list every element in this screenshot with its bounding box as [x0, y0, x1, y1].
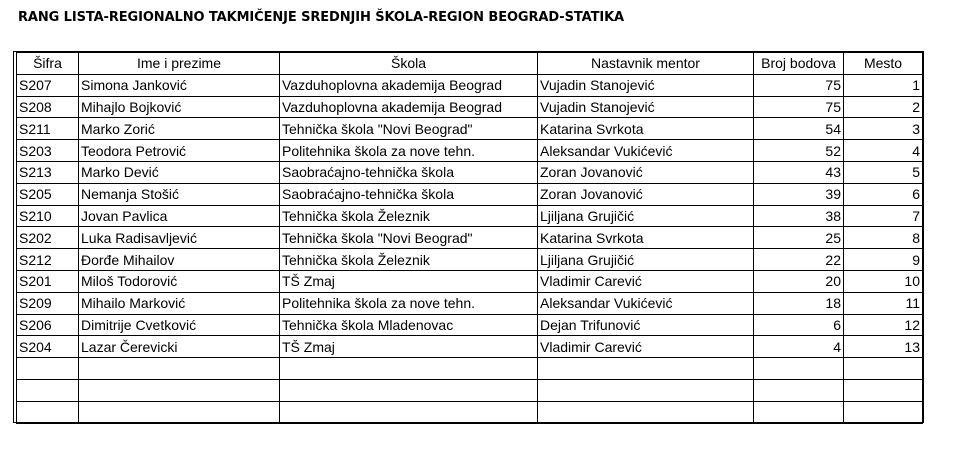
cell-nastavnik-mentor: Zoran Jovanović — [538, 183, 754, 205]
table-row — [17, 161, 923, 183]
cell-skola: Tehnička škola "Novi Beograd" — [280, 118, 538, 140]
cell-sifra: S212 — [17, 249, 79, 271]
cell-ime-prezime: Dimitrije Cvetković — [79, 314, 280, 336]
cell-mesto: 11 — [844, 292, 923, 314]
empty-cell — [79, 358, 280, 380]
cell-mesto: 9 — [844, 249, 923, 271]
header-row — [17, 53, 923, 75]
header-ime-prezime: Ime i prezime — [79, 53, 280, 75]
cell-broj-bodova: 38 — [754, 205, 844, 227]
cell-skola: Tehnička škola Železnik — [280, 249, 538, 271]
cell-sifra: S211 — [17, 118, 79, 140]
cell-skola: Tehnička škola "Novi Beograd" — [280, 227, 538, 249]
cell-nastavnik-mentor: Vujadin Stanojević — [538, 96, 754, 118]
cell-mesto: 12 — [844, 314, 923, 336]
cell-broj-bodova: 75 — [754, 74, 844, 96]
header-broj-bodova: Broj bodova — [754, 53, 844, 75]
empty-cell — [538, 358, 754, 380]
cell-mesto: 10 — [844, 270, 923, 292]
empty-row — [17, 401, 923, 423]
cell-broj-bodova: 54 — [754, 118, 844, 140]
cell-skola: TŠ Zmaj — [280, 336, 538, 358]
empty-cell — [17, 358, 79, 380]
empty-cell — [17, 401, 79, 423]
empty-cell — [17, 379, 79, 401]
header-sifra: Šifra — [17, 53, 79, 75]
empty-cell — [844, 379, 923, 401]
cell-ime-prezime: Lazar Čerevicki — [79, 336, 280, 358]
cell-nastavnik-mentor: Dejan Trifunović — [538, 314, 754, 336]
header-nastavnik-mentor: Nastavnik mentor — [538, 53, 754, 75]
cell-broj-bodova: 52 — [754, 140, 844, 162]
cell-broj-bodova: 20 — [754, 270, 844, 292]
cell-sifra: S213 — [17, 161, 79, 183]
cell-nastavnik-mentor: Katarina Svrkota — [538, 118, 754, 140]
cell-ime-prezime: Mihajlo Bojković — [79, 96, 280, 118]
cell-nastavnik-mentor: Katarina Svrkota — [538, 227, 754, 249]
cell-ime-prezime: Luka Radisavljević — [79, 227, 280, 249]
cell-sifra: S209 — [17, 292, 79, 314]
cell-sifra: S208 — [17, 96, 79, 118]
table-row — [17, 96, 923, 118]
table-row — [17, 314, 923, 336]
empty-cell — [538, 379, 754, 401]
empty-cell — [79, 401, 280, 423]
empty-row — [17, 358, 923, 380]
table-row — [17, 270, 923, 292]
empty-cell — [280, 401, 538, 423]
cell-mesto: 1 — [844, 74, 923, 96]
cell-skola: Politehnika škola za nove tehn. — [280, 292, 538, 314]
empty-cell — [538, 401, 754, 423]
empty-cell — [754, 358, 844, 380]
cell-skola: Vazduhoplovna akademija Beograd — [280, 74, 538, 96]
cell-nastavnik-mentor: Aleksandar Vukićević — [538, 140, 754, 162]
cell-broj-bodova: 22 — [754, 249, 844, 271]
empty-cell — [79, 379, 280, 401]
table-row — [17, 292, 923, 314]
cell-mesto: 13 — [844, 336, 923, 358]
cell-skola: Tehnička škola Železnik — [280, 205, 538, 227]
cell-nastavnik-mentor: Zoran Jovanović — [538, 161, 754, 183]
empty-cell — [280, 358, 538, 380]
header-mesto: Mesto — [844, 53, 923, 75]
cell-broj-bodova: 25 — [754, 227, 844, 249]
ranking-table — [16, 52, 923, 424]
page-title: RANG LISTA-REGIONALNO TAKMIČENJE SREDNJIH ŠKOLA-REGION BEOGRAD-STATIKA — [18, 10, 625, 25]
cell-mesto: 3 — [844, 118, 923, 140]
table-row — [17, 227, 923, 249]
cell-sifra: S201 — [17, 270, 79, 292]
empty-row — [17, 379, 923, 401]
cell-mesto: 6 — [844, 183, 923, 205]
cell-ime-prezime: Miloš Todorović — [79, 270, 280, 292]
cell-nastavnik-mentor: Vladimir Carević — [538, 336, 754, 358]
table-row — [17, 336, 923, 358]
cell-mesto: 8 — [844, 227, 923, 249]
cell-broj-bodova: 39 — [754, 183, 844, 205]
cell-nastavnik-mentor: Aleksandar Vukićević — [538, 292, 754, 314]
empty-cell — [754, 401, 844, 423]
cell-ime-prezime: Nemanja Stošić — [79, 183, 280, 205]
empty-cell — [754, 379, 844, 401]
cell-ime-prezime: Jovan Pavlica — [79, 205, 280, 227]
cell-mesto: 2 — [844, 96, 923, 118]
table-row — [17, 249, 923, 271]
cell-broj-bodova: 6 — [754, 314, 844, 336]
cell-sifra: S210 — [17, 205, 79, 227]
table-row — [17, 205, 923, 227]
table-row — [17, 74, 923, 96]
cell-sifra: S205 — [17, 183, 79, 205]
cell-nastavnik-mentor: Vujadin Stanojević — [538, 74, 754, 96]
cell-sifra: S202 — [17, 227, 79, 249]
cell-sifra: S206 — [17, 314, 79, 336]
cell-ime-prezime: Đorđe Mihailov — [79, 249, 280, 271]
cell-skola: Tehnička škola Mladenovac — [280, 314, 538, 336]
cell-ime-prezime: Marko Dević — [79, 161, 280, 183]
cell-broj-bodova: 43 — [754, 161, 844, 183]
cell-ime-prezime: Marko Zorić — [79, 118, 280, 140]
table-row — [17, 118, 923, 140]
cell-skola: Politehnika škola za nove tehn. — [280, 140, 538, 162]
table-row — [17, 183, 923, 205]
cell-skola: Saobraćajno-tehnička škola — [280, 183, 538, 205]
empty-cell — [844, 401, 923, 423]
cell-skola: Vazduhoplovna akademija Beograd — [280, 96, 538, 118]
cell-mesto: 7 — [844, 205, 923, 227]
cell-skola: TŠ Zmaj — [280, 270, 538, 292]
table-row — [17, 140, 923, 162]
empty-cell — [844, 358, 923, 380]
cell-mesto: 5 — [844, 161, 923, 183]
cell-sifra: S207 — [17, 74, 79, 96]
cell-broj-bodova: 75 — [754, 96, 844, 118]
cell-broj-bodova: 18 — [754, 292, 844, 314]
cell-ime-prezime: Teodora Petrović — [79, 140, 280, 162]
cell-ime-prezime: Simona Janković — [79, 74, 280, 96]
cell-sifra: S204 — [17, 336, 79, 358]
header-skola: Škola — [280, 53, 538, 75]
cell-ime-prezime: Mihailo Marković — [79, 292, 280, 314]
cell-nastavnik-mentor: Vladimir Carević — [538, 270, 754, 292]
cell-nastavnik-mentor: Ljiljana Grujičić — [538, 205, 754, 227]
cell-mesto: 4 — [844, 140, 923, 162]
cell-skola: Saobraćajno-tehnička škola — [280, 161, 538, 183]
empty-cell — [280, 379, 538, 401]
cell-sifra: S203 — [17, 140, 79, 162]
cell-nastavnik-mentor: Ljiljana Grujičić — [538, 249, 754, 271]
cell-broj-bodova: 4 — [754, 336, 844, 358]
